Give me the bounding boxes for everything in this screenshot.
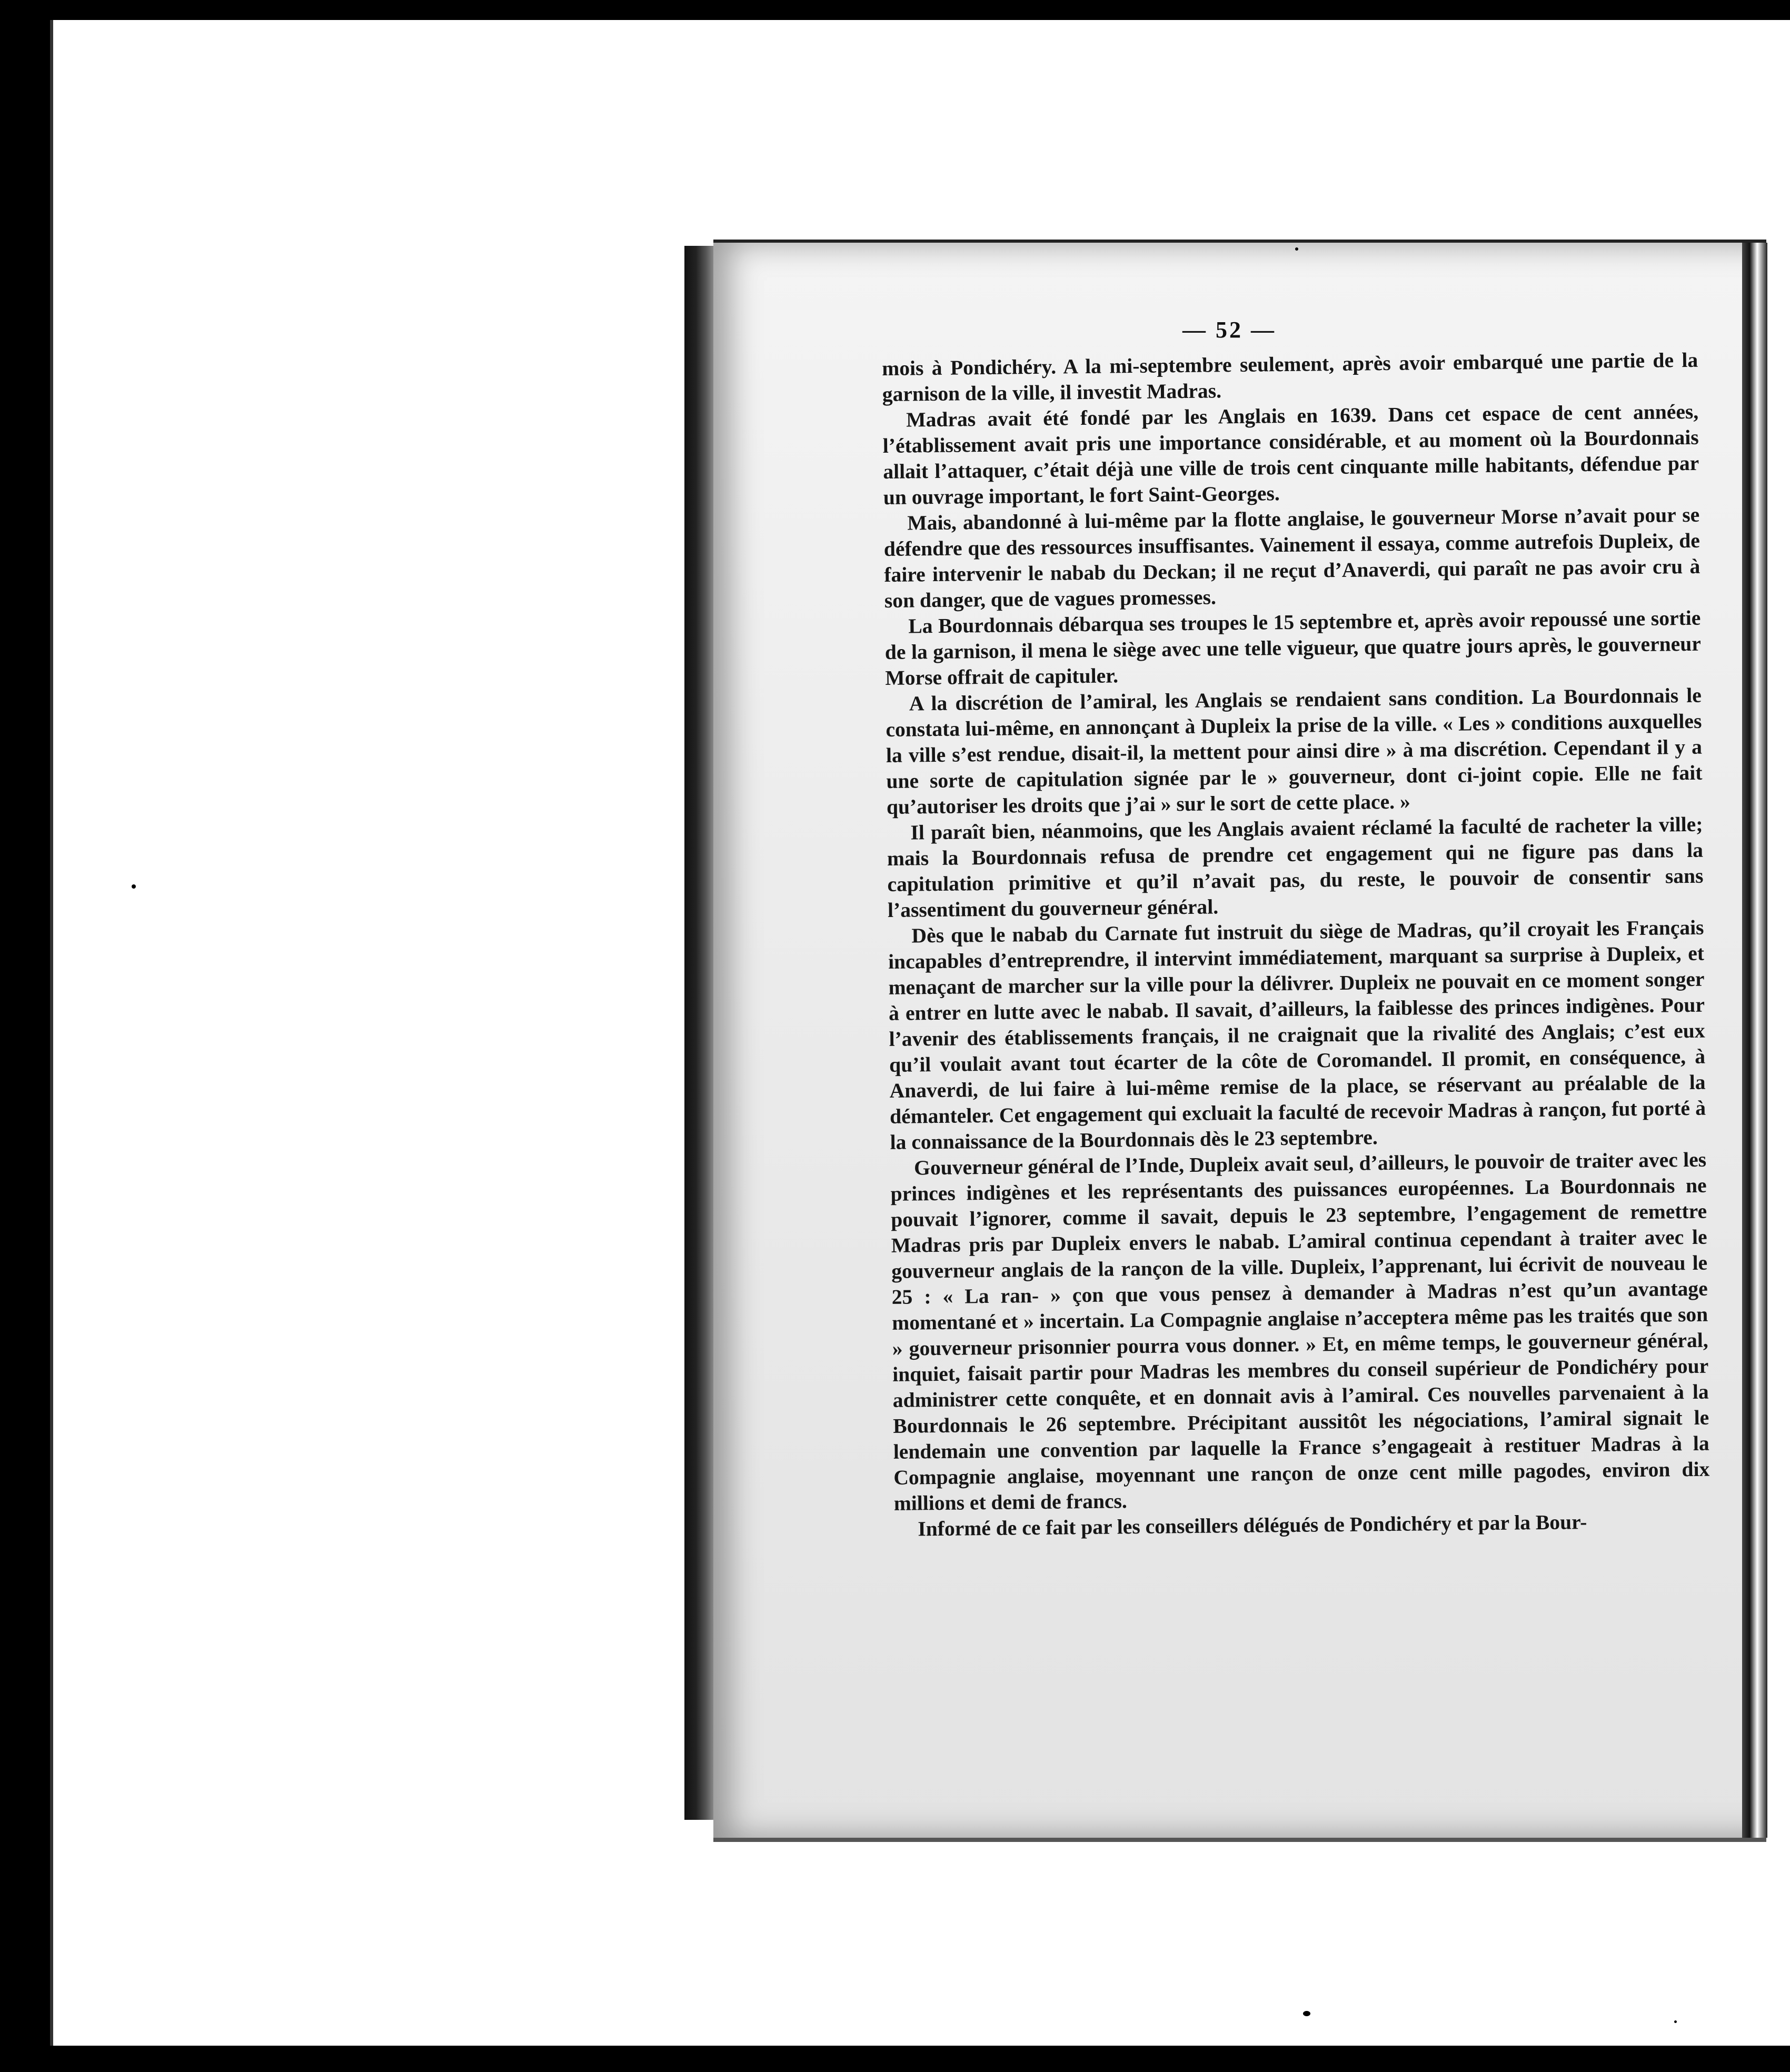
paragraph: La Bourdonnais débarqua ses troupes le 15 septembre et, après avoir repoussé une sortie de la garnison, il mena le siège avec une telle vigueur, que quatre jours après, le gouverneur Morse offrait de capituler. (884, 606, 1702, 690)
paragraph: Gouverneur général de l’Inde, Dupleix avait seul, d’ailleurs, le pouvoir de traiter avec les princes indigènes et les représentants des puissances européennes. La Bourdonnais ne pouvait l’ignorer, comme il savait, depuis le 23 septembre, l’engagement de remettre Madras pris par Dupleix envers le nabab. L’amiral continua cependant à traiter avec le gouverneur anglais de la rançon de la ville. Dupleix, l’apprenant, lui écrivit de nouveau le 25 : « La ran- » çon que vous pensez à demander à Madras n’est qu’un avantage momentané et » incertain. La Compagnie anglaise n’acceptera même pas les traités que son » gouverneur prisonnier pourra vous donner. » Et, en même temps, le gouverneur général, inquiet, faisait partir pour Madras les membres du conseil supérieur de Pondichéry pour administrer cette conquête, et en donnait avis à l’amiral. Ces nouvelles parvenaient à la Bourdonnais le 26 septembre. Précipitant aussitôt les négociations, l’amiral signait le lendemain une convention par laquelle la France s’engageait à restituer Madras à la Compagnie anglaise, moyennant une rançon de onze cent mille pagodes, environ dix millions et demi de francs. (890, 1148, 1710, 1515)
page-right-edge (1742, 243, 1767, 1838)
paragraph: Informé de ce fait par les conseillers délégués de Pondichéry et par la Bour- (918, 1510, 1587, 1541)
scan-border-left (0, 0, 50, 2072)
paragraph: Madras avait été fondé par les Anglais en 1639. Dans cet espace de cent années, l’établissement avait pris une importance considérable, et au moment où la Bourdonnais allait l’attaquer, c’était déjà une ville de trois cent cinquante mille habitants, défendue par un ouvrage important, le fort Saint-Georges. (882, 400, 1699, 509)
scan-speck (1303, 2011, 1310, 2016)
scan-speck (132, 884, 136, 889)
scan-edge-line (50, 20, 53, 2046)
paragraph: Mais, abandonné à lui-même par la flotte anglaise, le gouverneur Morse n’avait pour se défendre que des ressources insuffisantes. Vainement il essaya, comme autrefois Dupleix, de faire intervenir le nabab du Deckan; il ne reçut d’Anaverdi, qui paraît ne pas avoir cru à son danger, que de vagues promesses. (883, 503, 1700, 612)
paragraph: Il paraît bien, néanmoins, que les Anglais avaient réclamé la faculté de racheter la ville; mais la Bourdonnais refusa de prendre cet engagement qui ne figure pas dans la capitulation primitive et qu’il n’avait pas, du reste, le pouvoir de consentir sans l’assentiment du gouverneur général. (887, 812, 1704, 922)
page-body-text (882, 347, 1711, 1542)
page-number: — 52 — (1182, 317, 1276, 343)
paragraph: A la discrétion de l’amiral, les Anglais se rendaient sans condition. La Bourdonnais le constata lui-même, en annonçant à Dupleix la prise de la ville. « Les » conditions auxquelles la ville s’est rendue, disait-il, la mettent pour ainsi dire » à ma discrétion. Cependant il y a une sorte de capitulation signée par le » gouverneur, dont ci-joint copie. Elle ne fait qu’autoriser les droits que j’ai » sur le sort de cette place. » (886, 683, 1703, 819)
scan-speck (1674, 2020, 1677, 2023)
scan-border-top (0, 0, 1790, 20)
paragraph: Dès que le nabab du Carnate fut instruit du siège de Madras, qu’il croyait les Français incapables d’entreprendre, il intervint immédiatement, marquant sa surprise à Dupleix, et menaçant de marcher sur la ville pour la délivrer. Dupleix ne pouvait en ce moment songer à entrer en lutte avec le nabab. Il savait, d’ailleurs, la faiblesse des princes indigènes. Pour l’avenir des établissements français, il ne craignait que la rivalité des Anglais; c’est eux qu’il voulait avant tout écarter de la côte de Coromandel. Il promit, en conséquence, à Anaverdi, de lui faire à lui-même remise de la place, se réservant au préalable de la démanteler. Cet engagement qui excluait la faculté de recevoir Madras à rançon, fut porté à la connaissance de la Bourdonnais dès le 23 septembre. (888, 915, 1706, 1154)
book-photo (684, 240, 1779, 1835)
scan-border-bottom (0, 2046, 1790, 2072)
book-spine (684, 246, 713, 1820)
paragraph: mois à Pondichéry. A la mi-septembre seulement, après avoir embarqué une partie de la garnison de la ville, il investit Madras. (882, 348, 1698, 406)
book-page (713, 240, 1766, 1842)
scan-speck (1295, 247, 1298, 251)
